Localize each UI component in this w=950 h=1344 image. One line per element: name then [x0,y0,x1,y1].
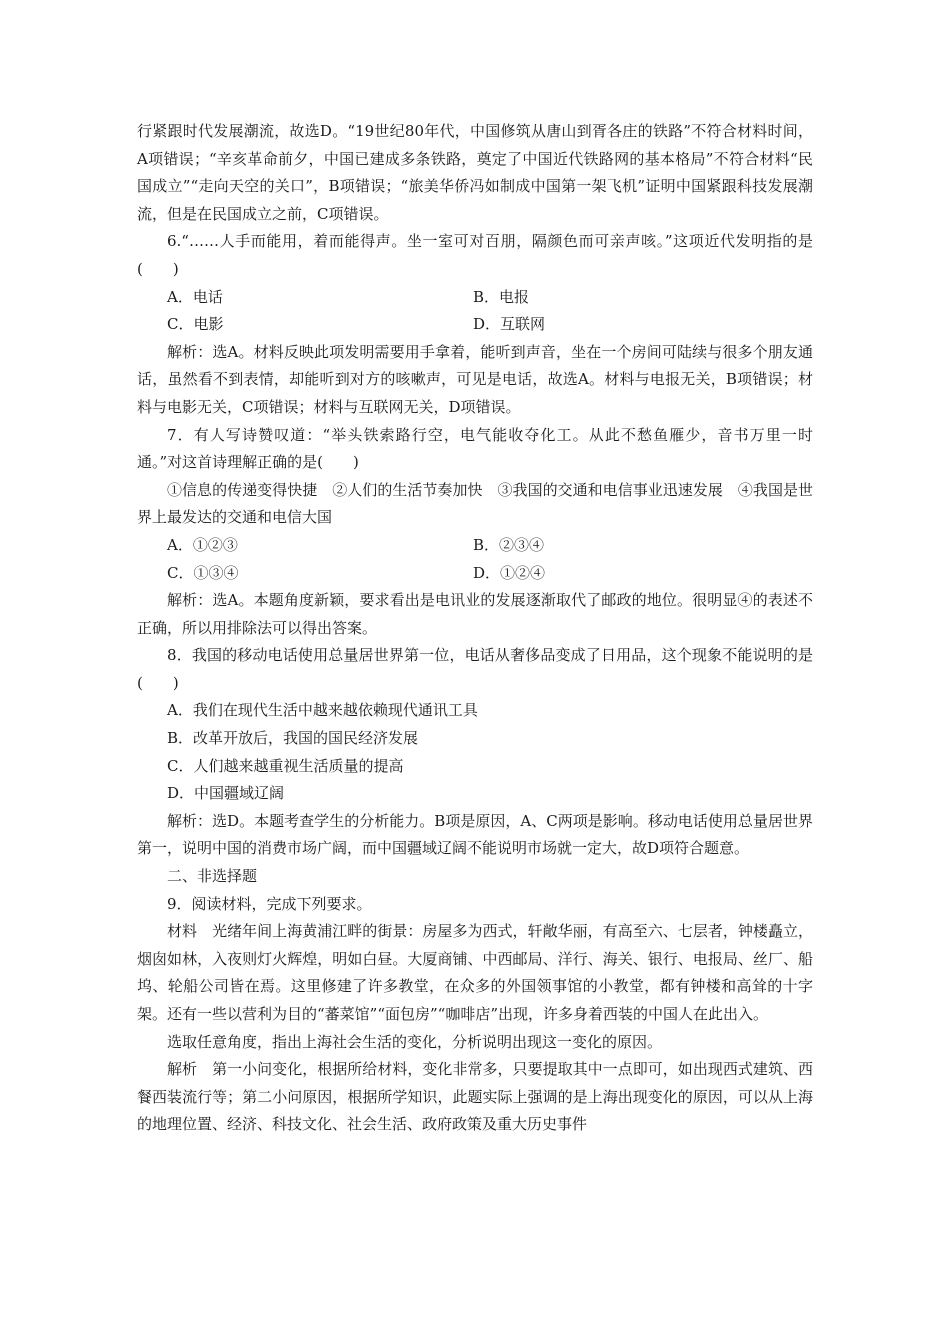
question-9-analysis: 解析 第一小问变化，根据所给材料，变化非常多，只要提取其中一点即可，如出现西式建筑、西餐西装流行等；第二小问原因，根据所学知识，此题实际上强调的是上海出现变化的原因，可以从上海的地理位置、经济、科技文化、社会生活、政府政策及重大历史事件 [137,1060,813,1134]
question-7-statements: ①信息的传递变得快捷 ②人们的生活节奏加快 ③我国的交通和电信事业迅速发展 ④我国是世界上最发达的交通和电信大国 [137,480,813,527]
question-6-option-a: A．电话 [167,287,223,306]
question-6-options-row-2 [137,311,813,339]
question-9-material: 材料 光绪年间上海黄浦江畔的街景：房屋多为西式，轩敞华丽，有高至六、七层者，钟楼矗立，烟囱如林，入夜则灯火辉煌，明如白昼。大厦商铺、中西邮局、洋行、海关、银行、电报局、丝厂、船坞、轮船公司皆在焉。这里修建了许多教堂，在众多的外国领事馆的小教堂，都有钟楼和高耸的十字架。还有一些以营利为目的“蕃菜馆”“面包房”“咖啡店”出现，许多身着西装的中国人在此出入。 [137,922,813,1023]
question-8-option-a: A．我们在现代生活中越来越依赖现代通讯工具 [167,701,478,720]
question-8-option-c: C．人们越来越重视生活质量的提高 [167,756,404,775]
question-7-option-a: A．①②③ [167,535,238,554]
question-9-stem: 9．阅读材料，完成下列要求。 [167,894,372,913]
question-9-requirement: 选取任意角度，指出上海社会生活的变化，分析说明出现这一变化的原因。 [167,1032,663,1051]
section-heading: 二、非选择题 [167,867,258,886]
question-7-option-d: D．①②④ [473,563,546,582]
question-7-stem: 7．有人写诗赞叹道：“举头铁索路行空，电气能收夺化工。从此不愁鱼雁少，音书万里一时通。”对这首诗理解正确的是( ) [137,425,813,472]
question-7-option-b: B．②③④ [473,535,545,554]
question-6-stem: 6.“……人手而能用，着而能得声。坐一室可对百朋，隔颜色而可亲声咳。”这项近代发明指的是( ) [137,232,813,278]
question-8-stem: 8．我国的移动电话使用总量居世界第一位，电话从奢侈品变成了日用品，这个现象不能说明的是( ) [137,646,813,692]
question-7-analysis: 解析：选A。本题角度新颖，要求看出是电讯业的发展逐渐取代了邮政的地位。很明显④的表述不正确，所以用排除法可以得出答案。 [137,591,813,637]
question-8-option-b: B．改革开放后，我国的国民经济发展 [167,729,419,748]
question-6-option-b: B．电报 [473,287,530,306]
question-7-options-row-1 [137,532,813,560]
answer-5-continuation: 行紧跟时代发展潮流，故选D。“19世纪80年代，中国修筑从唐山到胥各庄的铁路”不符合材料时间，A项错误；“辛亥革命前夕，中国已建成多条铁路，奠定了中国近代铁路网的基本格局”不符合材料“民国成立”“走向天空的关口”，B项错误；“旅美华侨冯如制成中国第一架飞机”证明中国紧跟科技发展潮流，但是在民国成立之前，C项错误。 [137,122,813,223]
question-6-analysis: 解析：选A。材料反映此项发明需要用手拿着，能听到声音，坐在一个房间可陆续与很多个朋友通话，虽然看不到表情，却能听到对方的咳嗽声，可见是电话，故选A。材料与电报无关，B项错误；材料与电影无关，C项错误；材料与互联网无关，D项错误。 [137,342,813,416]
question-8-analysis: 解析：选D。本题考查学生的分析能力。B项是原因，A、C两项是影响。移动电话使用总量居世界第一，说明中国的消费市场广阔，而中国疆域辽阔不能说明市场就一定大，故D项符合题意。 [137,811,813,858]
question-7-option-c: C．①③④ [167,563,239,582]
document-body [137,118,813,1139]
question-6-options-row-1 [137,284,813,312]
question-6-option-d: D．互联网 [473,315,546,334]
question-7-options-row-2 [137,560,813,588]
question-6-option-c: C．电影 [167,315,224,334]
question-8-option-d: D．中国疆域辽阔 [167,784,285,803]
